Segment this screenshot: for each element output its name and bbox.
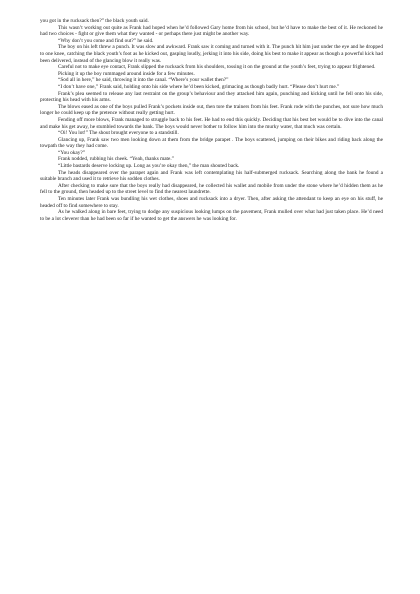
paragraph: Careful not to make eye contact, Frank slipped the rucksack from his shoulders, tossing it on the ground at the youth’s feet, trying to appear frightened. (58, 64, 376, 71)
paragraph: This wasn’t working out quite as Frank had hoped when he’d followed Gary home from his school, but he’d have to make the best of it. He reckoned he had two choices - fight or give them what they wanted - or perhaps there just might be another way. (40, 24, 383, 38)
paragraph: Picking it up the boy rummaged around inside for a few minutes. (58, 70, 195, 77)
paragraph: The blows eased as one of the boys pulled Frank’s pockets inside out, then tore the trainers from his feet. Frank rode with the punches, not sure how much longer he could keep up the pretence without really getting hurt. (40, 103, 383, 117)
paragraph: Fending off more blows, Frank managed to struggle back to his feet. He had to end this quickly. Deciding that his best bet would be to dive into the canal and make his get away, he stumbled towards the bank. The boys would never bother to follow him into the murky water, that much was certain. (40, 116, 383, 130)
paragraph: “Little bastards deserve locking up. Long as you’re okay then,” the man shouted back. (58, 163, 240, 170)
paragraph: The boy on his left threw a punch. It was slow and awkward. Frank saw it coming and turned with it. The punch hit him just under the eye and he dropped to one knee, catching the black youth’s foot as he kicked out, gasping loudly, jerking it into his side, doing his best to make it appear as though a powerful kick had been delivered, instead of the glancing blow it really was. (40, 44, 383, 64)
paragraph: “Sod all in here,” he said, throwing it into the canal. “Where’s your wallet then?” (58, 77, 229, 84)
paragraph: “I don’t have one,” Frank said, holding onto his side where he’d been kicked, grimacing as though badly hurt. “Please don’t hurt me.” (58, 83, 340, 90)
paragraph: you got in the rucksack then?” the black youth said. (40, 18, 149, 24)
document-body (40, 18, 383, 222)
paragraph: “Oi! You lot!” The shout brought everyone to a standstill. (58, 130, 179, 137)
paragraph: Frank’s plea seemed to release any last restraint on the group’s behaviour and they attacked him again, punching and kicking until he fell onto his side, protecting his head with his arms. (40, 90, 383, 104)
paragraph: Ten minutes later Frank was bundling his wet clothes, shoes and rucksack into a dryer. Then, after asking the attendant to keep an eye on his stuff, he headed off to find somewhere to stay. (40, 196, 383, 209)
paragraph: Glancing up, Frank saw two men looking down at them from the bridge parapet . The boys scattered, jumping on their bikes and riding back along the towpath the way they had come. (40, 136, 383, 150)
paragraph: “Why don’t you come and find out?” he said. (58, 37, 154, 44)
paragraph: After checking to make sure that the boys really had disappeared, he collected his wallet and mobile from under the stone where he’d hidden them as he fell to the ground, then headed up to the street level to find the nearest laundrette. (40, 182, 383, 196)
paragraph: As he walked along in bare feet, trying to dodge any suspicious looking lumps on the pavement, Frank mulled over what had just taken place. He’d need to be a lot cleverer than he had been so far if he wanted to get the answers he was looking for. (40, 209, 383, 222)
paragraph: “You okay?” (58, 149, 86, 156)
paragraph: The heads disappeared over the parapet again and Frank was left contemplating his half-submerged rucksack. Searching along the bank he found a suitable branch and used it to retrieve his sodden clothes. (40, 169, 383, 183)
paragraph: Frank nodded, rubbing his cheek. “Yeah, thanks mate.” (58, 156, 174, 163)
